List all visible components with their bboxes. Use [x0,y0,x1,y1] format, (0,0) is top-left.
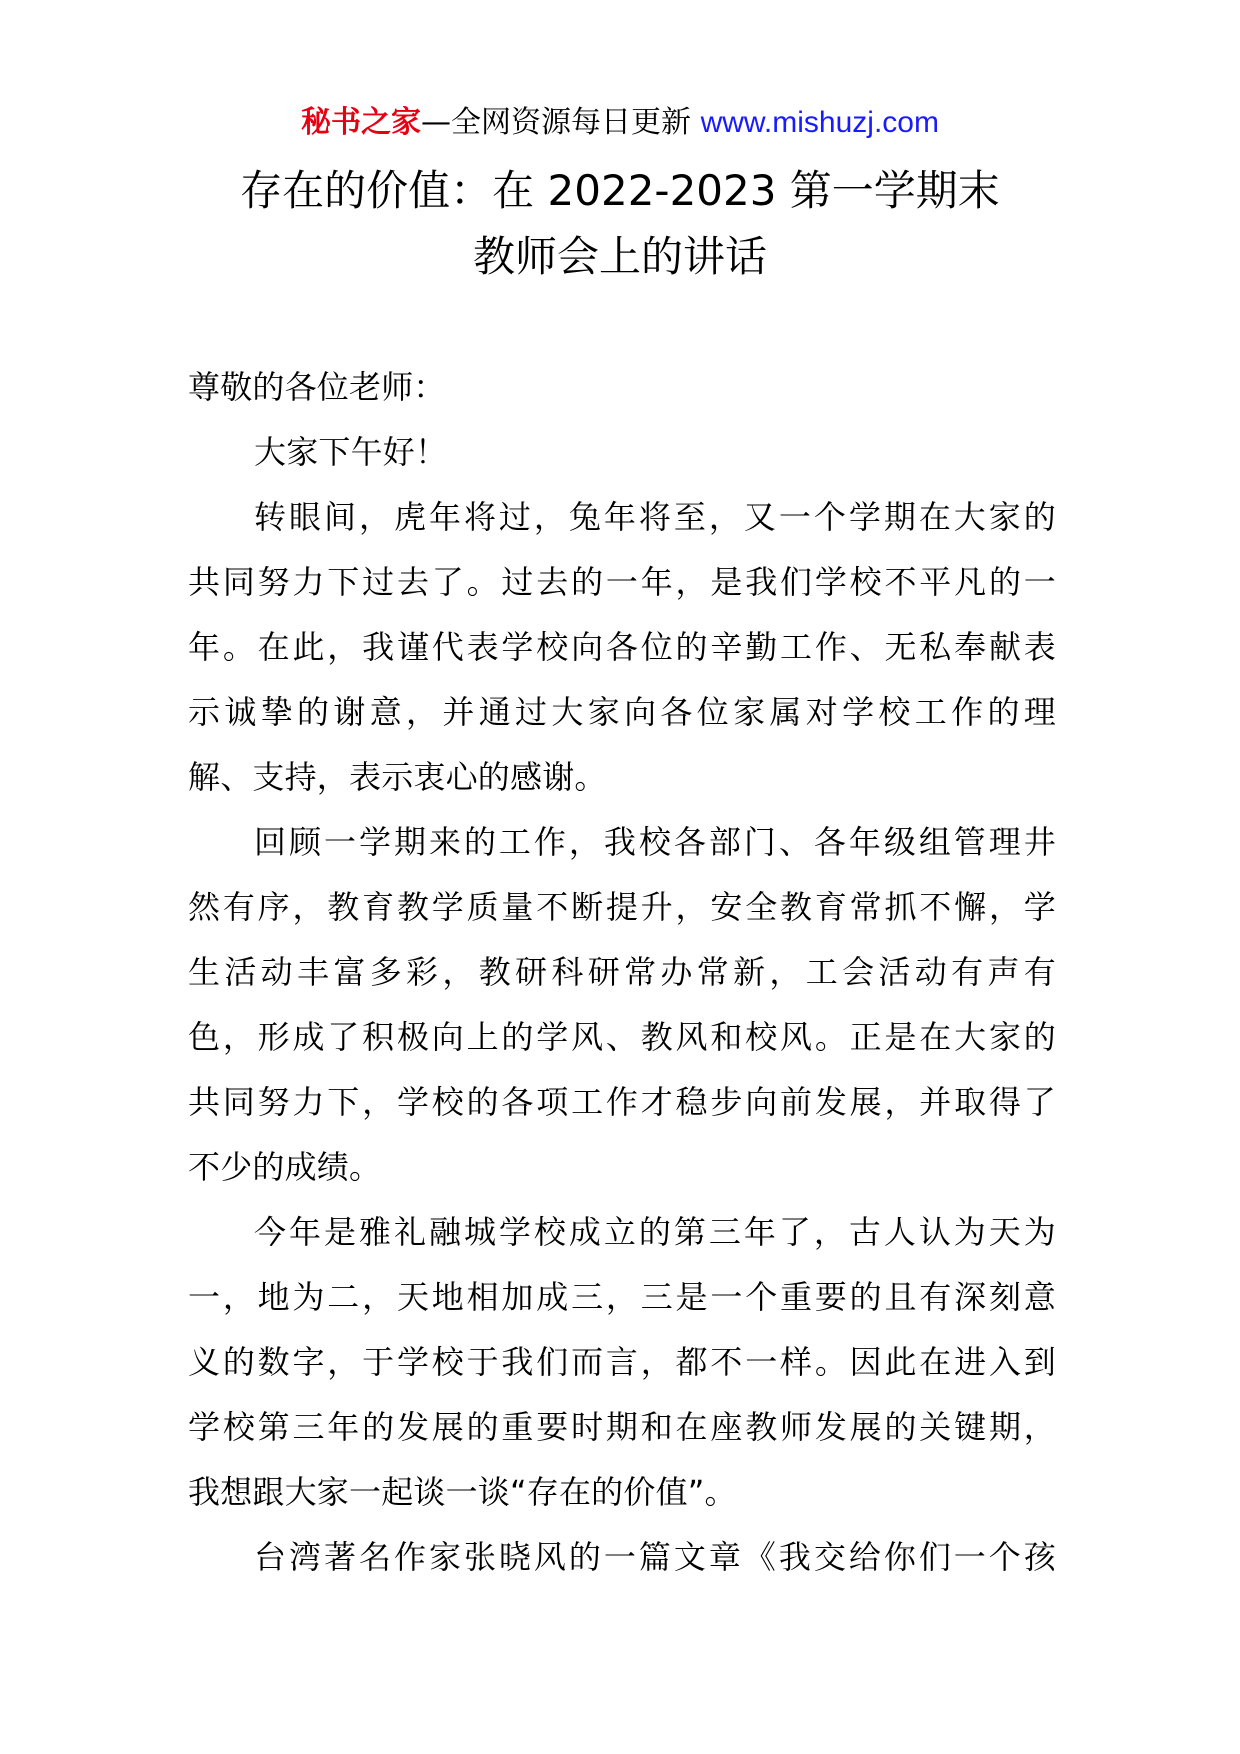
paragraph-line: 回顾一学期来的工作，我校各部门、各年级组管理井 [254,823,1056,861]
document-body [188,355,1056,1590]
paragraph-line: 年。在此，我谨代表学校向各位的辛勤工作、无私奉献表 [188,628,1056,666]
paragraph-line: 生活动丰富多彩，教研科研常办常新，工会活动有声有 [188,953,1056,991]
title-line-2: 教师会上的讲话 [472,232,767,281]
paragraph-line: 色，形成了积极向上的学风、教风和校风。正是在大家的 [188,1018,1056,1056]
paragraph-line: 共同努力下过去了。过去的一年，是我们学校不平凡的一 [188,563,1056,601]
paragraph-line: 解、支持，表示衷心的感谢。 [188,758,607,796]
paragraph-line: 台湾著名作家张晓风的一篇文章《我交给你们一个孩 [254,1538,1056,1576]
paragraph-line: 然有序，教育教学质量不断提升，安全教育常抓不懈，学 [188,888,1056,926]
paragraph-line: 我想跟大家一起谈一谈“存在的价值”。 [188,1473,737,1511]
greeting: 大家下午好！ [254,433,448,471]
brand-name: 秘书之家 [301,105,422,140]
salutation: 尊敬的各位老师： [188,368,446,406]
paragraph-line: 转眼间，虎年将过，兔年将至，又一个学期在大家的 [254,498,1056,536]
site-header [0,100,1240,146]
paragraph-line: 共同努力下，学校的各项工作才稳步向前发展，并取得了 [188,1083,1056,1121]
title-line-1: 存在的价值：在 2022-2023 第一学期末 [240,166,1000,215]
paragraph-1 [188,485,1056,810]
header-tagline: —全网资源每日更新 [421,105,692,140]
paragraph-line: 义的数字，于学校于我们而言，都不一样。因此在进入到 [188,1343,1056,1381]
document-title [0,158,1240,290]
paragraph-line: 示诚挚的谢意，并通过大家向各位家属对学校工作的理 [188,693,1056,731]
paragraph-line: 不少的成绩。 [188,1148,382,1186]
site-url-link[interactable]: www.mishuzj.com [700,106,939,139]
paragraph-line: 一，地为二，天地相加成三，三是一个重要的且有深刻意 [188,1278,1056,1316]
paragraph-line: 今年是雅礼融城学校成立的第三年了，古人认为天为 [254,1213,1056,1251]
paragraph-line: 学校第三年的发展的重要时期和在座教师发展的关键期， [188,1408,1056,1446]
paragraph-3 [188,1200,1056,1525]
paragraph-2 [188,810,1056,1200]
paragraph-4 [188,1525,1056,1590]
